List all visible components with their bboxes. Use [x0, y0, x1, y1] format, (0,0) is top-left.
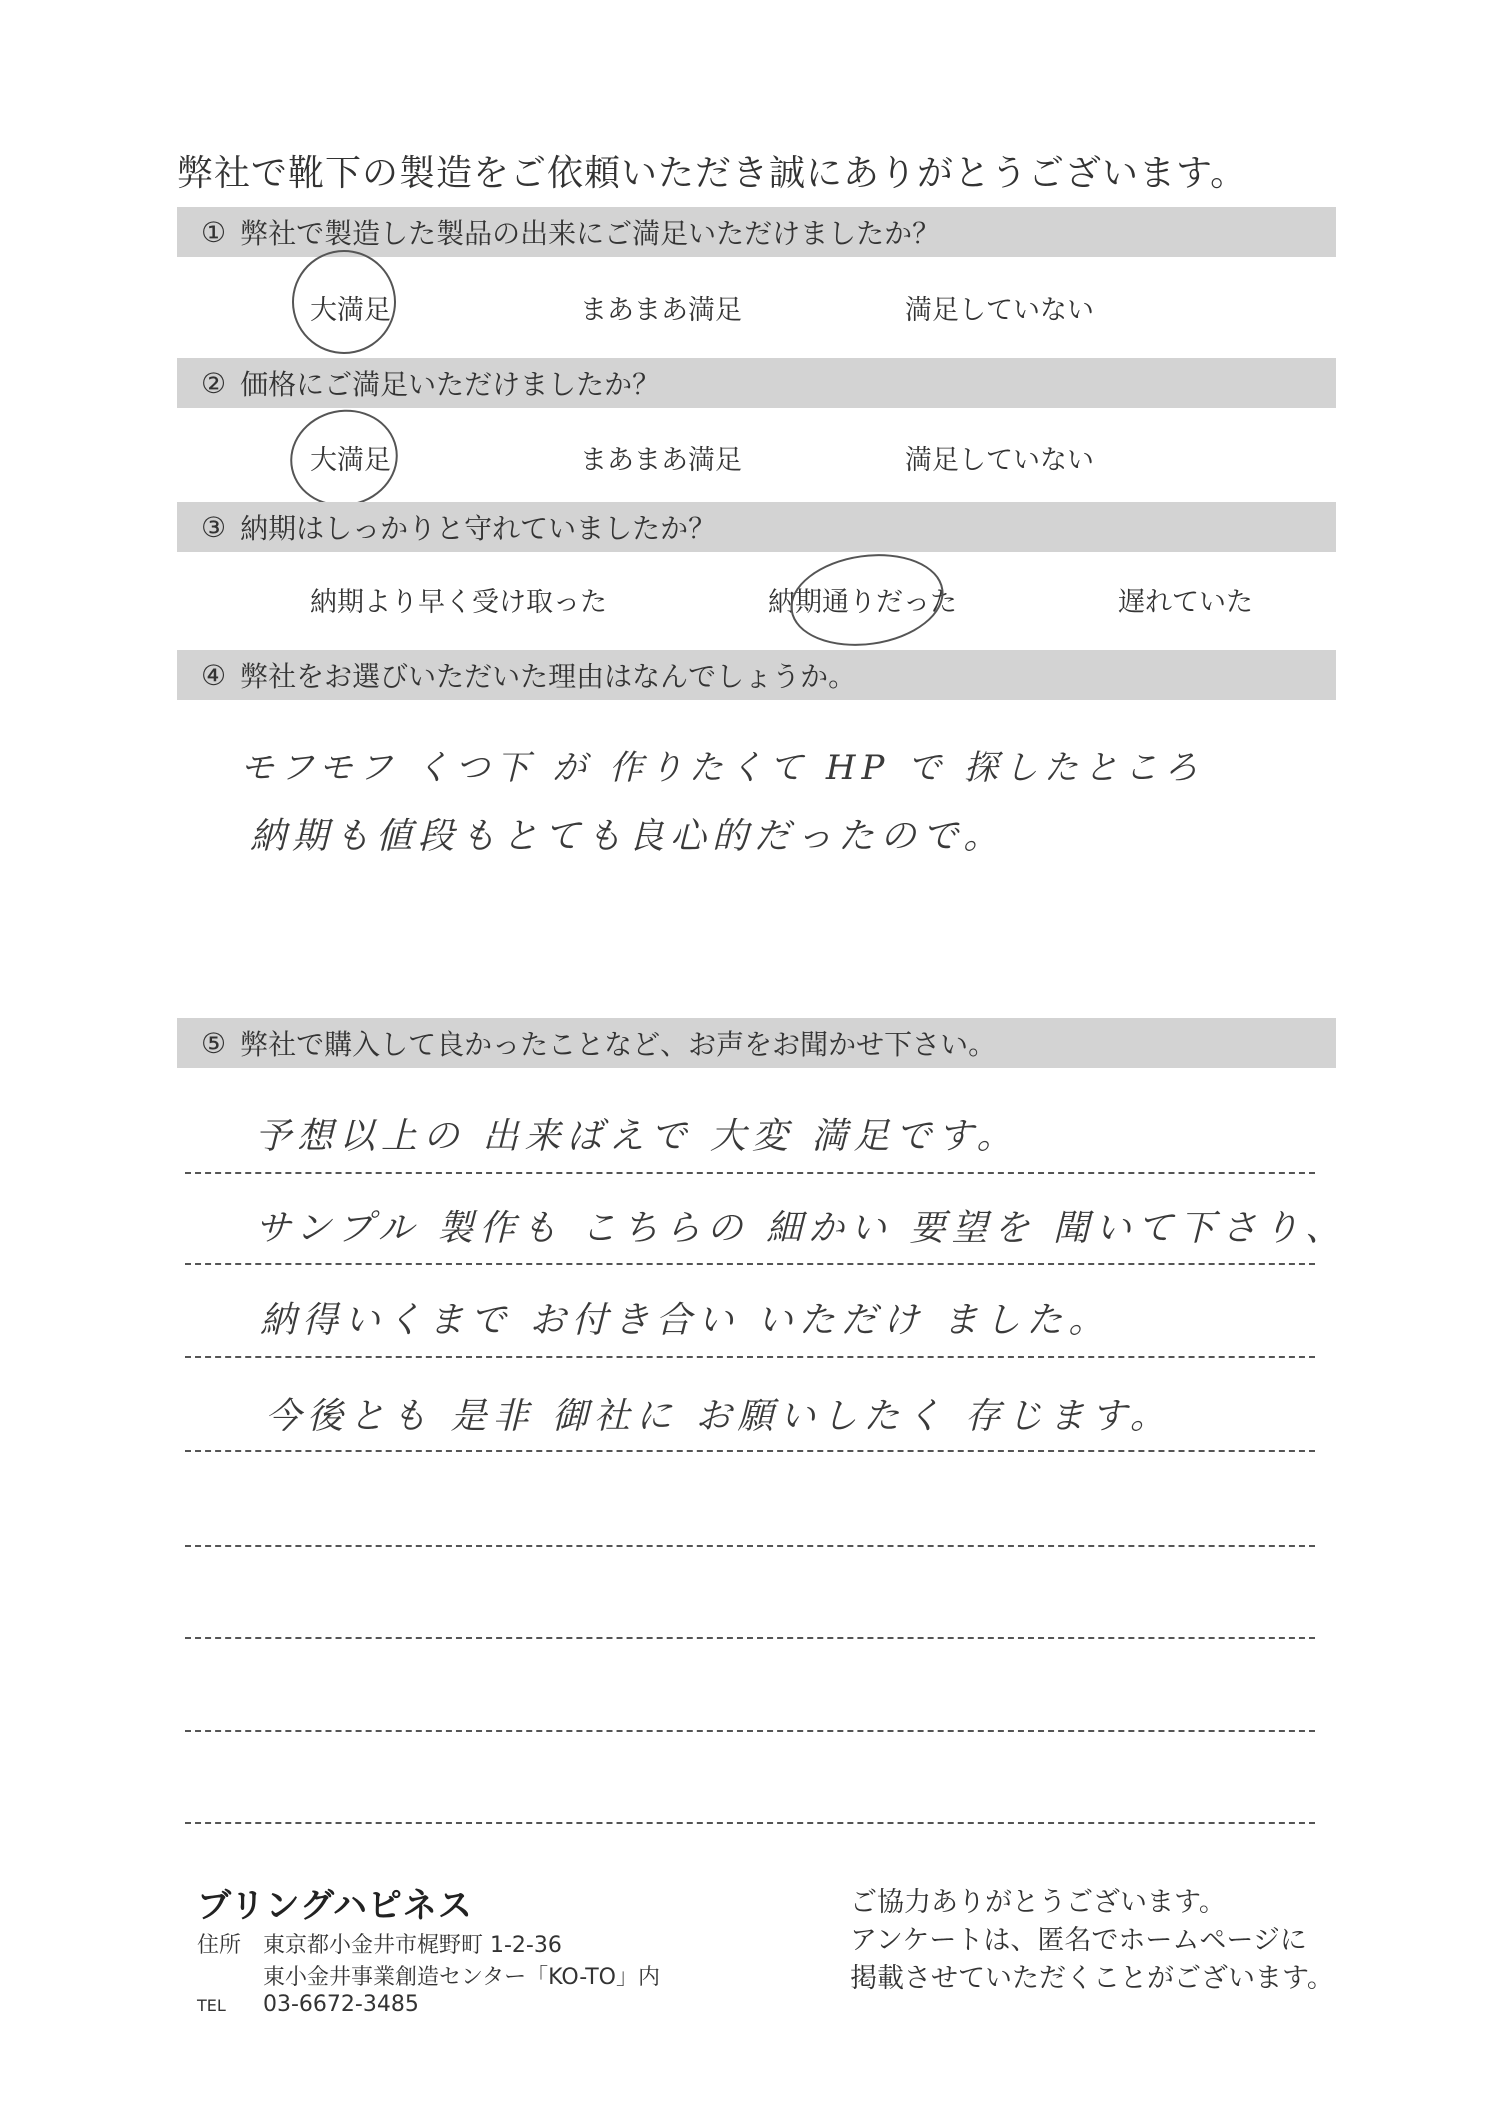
q1-selected-circle-mark	[282, 240, 405, 363]
q2-option-unsatisfied[interactable]: 満足していない	[905, 445, 1094, 476]
q4-answer-line-1: モフモフ くつ下 が 作りたくて HP で 探したところ	[240, 748, 1205, 788]
tel-line	[197, 1992, 419, 2017]
answer-rule-1	[185, 1172, 1315, 1174]
thanks-line-1: ご協力ありがとうございます。	[850, 1887, 1226, 1918]
company-name: ブリングハピネス	[197, 1886, 473, 1926]
q5-answer-line-3: 納得いくまで お付き合い いただけ ました。	[260, 1300, 1111, 1341]
answer-rule-6	[185, 1637, 1315, 1639]
address-text-1: 東京都小金井市梶野町 1-2-36	[263, 1933, 562, 1958]
q5-answer-line-1: 予想以上の 出来ばえで 大変 満足です。	[255, 1116, 1019, 1157]
q4-answer-line-2: 納期も値段もとても良心的だったので。	[250, 816, 1006, 857]
question-5-number: ⑤	[201, 1026, 227, 1060]
question-4-text: 弊社をお選びいただいた理由はなんでしょうか。	[240, 660, 857, 693]
q5-answer-line-4: 今後とも 是非 御社に お願いしたく 存じます。	[265, 1396, 1172, 1437]
answer-rule-2	[185, 1263, 1315, 1265]
question-2-text: 価格にご満足いただけましたか？	[240, 368, 661, 401]
question-2-number: ②	[201, 366, 227, 400]
address-line-2: 東小金井事業創造センター「KO-TO」内	[263, 1965, 660, 1990]
q3-selected-circle-mark	[784, 545, 949, 656]
q2-option-somewhat[interactable]: まあまあ満足	[580, 445, 742, 476]
question-3-header	[177, 502, 1336, 552]
q3-option-on-time[interactable]: 納期通りだった	[768, 587, 957, 618]
q1-option-somewhat[interactable]: まあまあ満足	[580, 295, 742, 326]
answer-rule-8	[185, 1822, 1315, 1824]
q5-answer-line-2: サンプル 製作も こちらの 細かい 要望を 聞いて下さり、	[255, 1208, 1347, 1249]
question-3-number: ③	[201, 510, 227, 544]
q1-option-unsatisfied[interactable]: 満足していない	[905, 295, 1094, 326]
tel-number: 03-6672-3485	[263, 1992, 419, 2017]
q2-option-great[interactable]: 大満足	[310, 445, 391, 476]
tel-label: TEL	[197, 1996, 226, 2015]
answer-rule-4	[185, 1450, 1315, 1452]
question-5-header	[177, 1018, 1336, 1068]
answer-rule-5	[185, 1545, 1315, 1547]
question-5-text: 弊社で購入して良かったことなど、お声をお聞かせ下さい。	[240, 1028, 997, 1061]
address-line-1	[197, 1928, 562, 1959]
answer-rule-3	[185, 1356, 1315, 1358]
question-3-text: 納期はしっかりと守れていましたか？	[240, 512, 717, 545]
answer-rule-7	[185, 1730, 1315, 1732]
q2-selected-circle-mark	[281, 400, 407, 516]
address-label: 住所	[197, 1933, 242, 1958]
thanks-line-3: 掲載させていただくことがございます。	[850, 1963, 1334, 1994]
question-1-text: 弊社で製造した製品の出来にご満足いただけましたか？	[240, 217, 941, 250]
question-1-number: ①	[201, 215, 227, 249]
intro-text: 弊社で靴下の製造をご依頼いただき誠にありがとうございます。	[177, 153, 1248, 194]
q3-option-early[interactable]: 納期より早く受け取った	[310, 587, 607, 618]
q3-option-late[interactable]: 遅れていた	[1118, 587, 1253, 618]
question-2-header	[177, 358, 1336, 408]
q1-option-great[interactable]: 大満足	[310, 295, 391, 326]
question-4-header	[177, 650, 1336, 700]
thanks-line-2: アンケートは、匿名でホームページに	[850, 1925, 1307, 1956]
question-4-number: ④	[201, 658, 227, 692]
